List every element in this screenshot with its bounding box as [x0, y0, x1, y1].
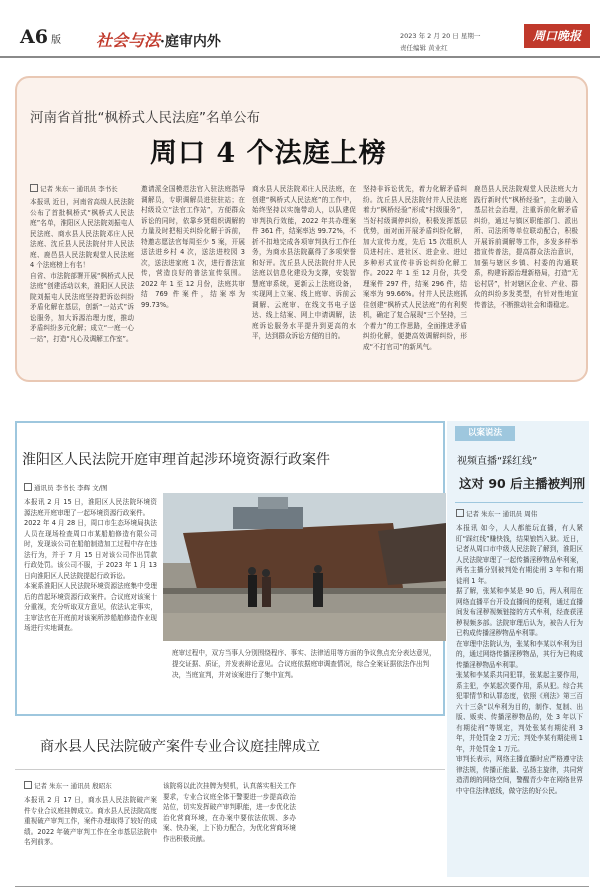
sidebar-tag: 以案说法: [455, 426, 515, 441]
story1-column-3: [252, 184, 356, 373]
page-header: [0, 0, 600, 58]
sidebar-headline-line1: 视频直播“踩红线”: [457, 456, 538, 467]
section-subtitle: ·庭审内外: [160, 34, 221, 50]
sidebar-paragraph-4: 张某和李某系共同犯罪，张某起主要作用，系主犯，李某起次要作用，系从犯。综合其犯罪情节和认罪态度，依照《刑法》第三百六十三条“以牟利为目的，制作、复制、出版、贩卖、传播淫秽物品的，处 3 年以下有期徒刑”等规定，判处张某有期徒刑 3 年，并处罚金 2 万元；判处李某有期徒刑 1 年，并处罚金 1 万元。: [456, 671, 583, 753]
story1-paragraph-2: 自省、市法院部署开展“枫桥式人民法庭”创建活动以来，淮阳区人民法院刘振屯人民法庭坚持把诉讼纠纷矛盾化解在基层，创新“一站式”诉讼服务，加大诉源治理力度，推动矛盾纠纷多元化解；成立“一庭一心一站”，打造“凡心及调解工作室”。: [30, 271, 134, 343]
page-suffix: 版: [50, 35, 61, 46]
story2-paragraph-1: 本报讯 2 月 15 日，淮阳区人民法院环境资源法庭开庭审理了一起环境资源行政案件。: [24, 498, 157, 517]
story2-paragraph-2: 2022 年 4 月 28 日，周口市生态环境局执法人员在现场检查周口市某船舶修造有限公司时，发现该公司在船舶制造加工过程中存在违法行为，并于 7 月 15 日对该公司作出罚款行政处罚。该公司不服，于 2023 年 1 月 13 日向淮阳区人民法院提起行政诉讼。: [24, 519, 157, 580]
story3-divider: [15, 769, 445, 770]
story3-paragraph-2: 该院将以此次挂牌为契机，认真落实相关工作要求，专业合议庭全体干警要进一步提高政治站位，切实发挥破产审判职能，进一步优化法治化营商环境，在办案中要依法依规、多办案、快办案，上下协力配合，为优化营商环境作出积极贡献。: [163, 782, 296, 843]
story3-byline: 记者 朱东一 通讯员 殷昭东: [24, 781, 112, 790]
story1-byline: 记者 朱东一 通讯员 李书长: [30, 184, 118, 193]
story1-column-4: [363, 184, 467, 373]
editor-credit: 责任编辑 黄业红: [400, 44, 448, 52]
story2-column-1: [24, 497, 157, 709]
story1-subtitle: 河南省首批“枫桥式人民法庭”名单公布: [30, 110, 260, 126]
story3-column-1: [24, 795, 157, 881]
sidebar-byline: 记者 朱东一 通讯员 周伟: [456, 509, 537, 518]
page-code: A6 版: [20, 26, 61, 48]
story1-headline: 周口 4 个法庭上榜: [150, 138, 387, 169]
sidebar-divider: [455, 502, 583, 503]
issue-date: 2023 年 2 月 20 日 星期一: [400, 32, 481, 40]
story1-column-2: [141, 184, 245, 373]
shipyard-photo-illustration: [163, 493, 446, 641]
story1-paragraph-3: 邀请派全国模范法官入驻法庭指导调解员，专职调解员进驻驻站；在村级设立“法官工作站”，方便群众诉讼的同时，依靠乡贤组织调解的力量及时把相关纠纷化解于诉前，特邀志愿法官每周至少 5 案，开展送法进乡村 4 次，送法进校园 3 次，送法进家庭 1 次，进行普法宣传，营造良好的普法宣传氛围。2022 年 1 至 12 月份，法庭共审结 769 件案件，结案率为 99.73%。: [141, 185, 245, 309]
story2-paragraph-3: 本案系淮阳区人民法院环境资源法庭集中受理后的首起环境资源行政案件。合议庭对该案十分重视，充分听取双方意见，依法认定事实，主审法官在开庭前对该案所涉船舶修造作业现场进行实地调查。: [24, 582, 157, 632]
story1-paragraph-6: 鹿邑县人民法院观堂人民法庭大力践行新时代“枫桥经验”，主动融入基层社会治理，注重诉前化解矛盾纠纷，通过与镇区职能部门、派出所、司法所等单位联动配合，积极开展诉前调解等工作，多发多样举措宣传普法，提高群众法治意识，加强与辖区乡镇、村委的沟通联系，构建诉源治理新格局，打造“无讼村居”，针对辖区企业、产业、群众的纠纷多发类型，有针对性地宣传普法，不断推动社会和谐稳定。: [474, 185, 578, 309]
story1-paragraph-4: 商水县人民法院邓庄人民法庭，在创建“枫桥式人民法庭”的工作中，始终坚持以实施带动人，以队建促审判执行效能，2022 年共办理案件 361 件，结案率达 99.72%，不折不扣地完成各项审判执行工作任务，为商水县法院赢得了多项荣誉和好评。沈丘县人民法院付井人民法庭以信息化建设为支撑，安装智慧庭审系统，更新云上法庭设备，实现网上立案、线上庭审、诉前云调解、云庭审、在线文书电子送达、线上结案、网上申请调解，法庭诉讼服务水平提升到更高的水平，达到群众诉讼方便的目的。: [252, 185, 356, 340]
sidebar-headline-line2: 这对 90 后主播被判刑: [459, 476, 586, 491]
story1-column-1: [30, 197, 134, 373]
story2-byline: 通讯员 李书长 李辉 文/图: [24, 483, 107, 492]
sidebar-column: [456, 523, 583, 871]
story1-column-5: [474, 184, 578, 373]
story2-photo-caption: 庭审过程中，双方当事人分别围绕程序、事实、法律适用等方面的争议焦点充分表达意见，提交证据、质证，并发表辩论意见。合议庭依据庭审调查情况，综合全案证据依法作出判决，当庭宣判，并对该案进行了集中宣判。: [172, 649, 436, 679]
story1-paragraph-1: 本报讯 近日，河南省高级人民法院公布了首批枫桥式“枫桥式人民法庭”名单，淮阳区人民法院刘振屯人民法庭、商水县人民法院邓庄人民法庭、沈丘县人民法院付井人民法庭、鹿邑县人民法院观堂人民法庭 4 个法庭榜上有名！: [30, 198, 134, 269]
sidebar-paragraph-3: 在审理中法院认为，张某和李某以牟利为目的，通过网络传播淫秽物品，其行为已构成传播淫秽物品牟利罪。: [456, 639, 583, 669]
story1-paragraph-5: 坚持非诉讼优先，着力化解矛盾纠纷。沈丘县人民法院付井人民法庭着力“枫桥经验”形成“村级服务”，当好村级调停纠纷，积极发挥基层优势，面对面开展矛盾纠纷化解，加大宣传力度，先后 15 次组织人员进村庄、进社区、进企业、进过多种形式宣传非诉讼纠纷化解工作。2022 年 1 至 12 月份，共受理案件 297 件，结案 296 件，结案率为 99.66%。付井人民法庭抓住创建“枫桥式人民法庭”的有利契机，确定了复合展现“三个坚持，三个着力”的工作思路，全面推进矛盾纠纷化解，便捷高效调解纠纷，形成“不打官司”的新风气。: [363, 185, 467, 351]
sidebar-paragraph-2: 据了解，张某和李某是 90 后，两人利用在网络直播平台开设直播间的便利，通过直播间发布淫秽视频链接的方式牟利，经查获淫秽视频多部。法院审理后认为，被告人行为已构成传播淫秽物品牟利罪。: [456, 587, 583, 637]
page-bottom-rule: [15, 886, 589, 887]
story2-headline: 淮阳区人民法院开庭审理首起涉环境资源行政案件: [22, 452, 330, 468]
section-title: 社会与法·庭审内外: [96, 31, 221, 50]
story3-paragraph-1: 本报讯 2 月 17 日，商水县人民法院破产案件专业合议庭挂牌成立。商水县人民法院高度重视破产审判工作，案件办理取得了较好的成绩。2022 年破产审判工作在全市基层法院中名列前茅。: [24, 796, 157, 846]
sidebar-paragraph-1: 本报讯 如今，人人都能玩直播，有人紧盯“踩红线”赚快钱，结果锒铛入狱。近日，记者从周口市中级人民法院了解到，淮阳区人民法院审理了一起传播淫秽物品牟利案，两名主播分别被判处有期徒刑 3 年和有期徒刑 1 年。: [456, 524, 583, 585]
sidebar-paragraph-5: 审判长表示，网络主播直播时应严格遵守法律法规，传播正能量、弘扬主旋律，共同营造清朗的网络空间，警醒青少年在网络世界中守住法律底线，做守法的好公民。: [456, 755, 583, 795]
newspaper-logo: 周口晚报: [524, 24, 590, 48]
story3-headline: 商水县人民法院破产案件专业合议庭挂牌成立: [40, 739, 320, 755]
story3-column-2: [163, 781, 296, 881]
news-photo-shipyard: [163, 493, 446, 641]
